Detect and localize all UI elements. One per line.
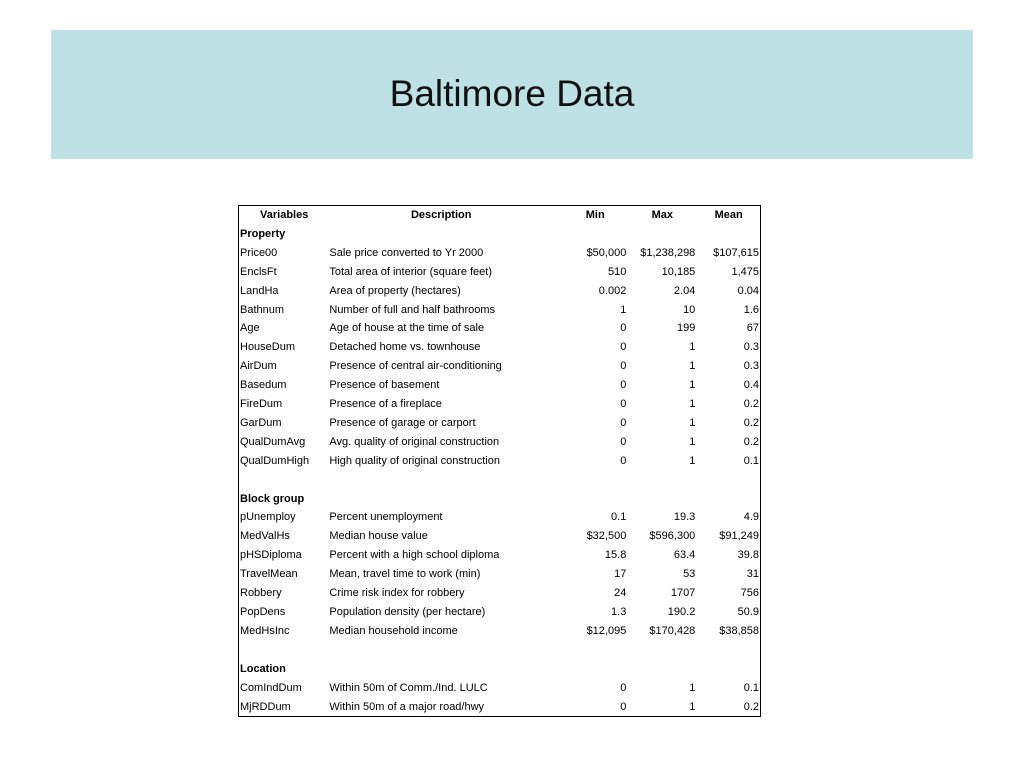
variable-cell: GarDum bbox=[240, 416, 282, 429]
description-cell: Crime risk index for robbery bbox=[329, 587, 465, 600]
min-cell: 1.3 bbox=[611, 606, 627, 619]
mean-cell: 39.8 bbox=[737, 549, 759, 562]
table-row bbox=[239, 698, 760, 717]
description-cell: Total area of interior (square feet) bbox=[329, 265, 493, 278]
table-row bbox=[239, 546, 760, 565]
mean-cell: 31 bbox=[746, 568, 759, 581]
variable-cell: Price00 bbox=[240, 246, 278, 259]
table-row bbox=[239, 263, 760, 282]
table-row bbox=[239, 565, 760, 584]
description-cell: High quality of original construction bbox=[329, 454, 500, 467]
variable-cell: PopDens bbox=[240, 606, 286, 619]
table-row bbox=[239, 584, 760, 603]
table-header-row bbox=[239, 206, 760, 225]
table-row bbox=[239, 622, 760, 641]
max-cell: $1,238,298 bbox=[640, 246, 696, 259]
mean-cell: 0.2 bbox=[743, 435, 759, 448]
table-row bbox=[239, 679, 760, 698]
table-row bbox=[239, 395, 760, 414]
section-label: Block group bbox=[240, 492, 305, 505]
max-cell: 190.2 bbox=[667, 606, 696, 619]
description-cell: Presence of garage or carport bbox=[329, 416, 476, 429]
max-cell: 1 bbox=[689, 379, 696, 392]
max-cell: 1 bbox=[689, 341, 696, 354]
min-cell: 24 bbox=[614, 587, 627, 600]
description-cell: Percent unemployment bbox=[329, 511, 443, 524]
min-cell: 0.1 bbox=[611, 511, 627, 524]
table-row bbox=[239, 357, 760, 376]
header-variables: Variables bbox=[260, 209, 309, 221]
variable-cell: MedValHs bbox=[240, 530, 290, 543]
mean-cell: 50.9 bbox=[737, 606, 759, 619]
min-cell: 0 bbox=[620, 360, 627, 373]
mean-cell: $107,615 bbox=[713, 246, 759, 259]
header-min: Min bbox=[585, 209, 605, 221]
variable-cell: Bathnum bbox=[240, 303, 285, 316]
variable-cell: QualDumAvg bbox=[240, 435, 306, 448]
max-cell: 1 bbox=[689, 454, 696, 467]
variable-cell: EnclsFt bbox=[240, 265, 277, 278]
variable-cell: MjRDDum bbox=[240, 700, 291, 713]
min-cell: 0 bbox=[620, 681, 627, 694]
header-mean: Mean bbox=[714, 209, 743, 221]
min-cell: 0 bbox=[620, 341, 627, 354]
max-cell: 63.4 bbox=[673, 549, 696, 562]
variable-cell: Basedum bbox=[240, 379, 287, 392]
min-cell: 0 bbox=[620, 322, 627, 335]
description-cell: Percent with a high school diploma bbox=[329, 549, 500, 562]
min-cell: $32,500 bbox=[586, 530, 627, 543]
max-cell: $596,300 bbox=[649, 530, 696, 543]
variable-cell: QualDumHigh bbox=[240, 454, 310, 467]
mean-cell: 1.6 bbox=[743, 303, 759, 316]
mean-cell: 4.9 bbox=[743, 511, 759, 524]
variable-cell: TravelMean bbox=[240, 568, 298, 581]
min-cell: 0 bbox=[620, 379, 627, 392]
table-row bbox=[239, 338, 760, 357]
spacer-cell bbox=[239, 471, 760, 490]
variable-cell: HouseDum bbox=[240, 341, 296, 354]
table-body bbox=[239, 225, 760, 717]
section-row bbox=[239, 490, 760, 509]
section-label: Location bbox=[240, 662, 286, 675]
table-row bbox=[239, 282, 760, 301]
description-cell: Presence of central air-conditioning bbox=[329, 360, 502, 373]
mean-cell: 0.2 bbox=[743, 398, 759, 411]
mean-cell: 0.04 bbox=[737, 284, 759, 297]
description-cell: Number of full and half bathrooms bbox=[329, 303, 496, 316]
table-row bbox=[239, 376, 760, 395]
mean-cell: $91,249 bbox=[719, 530, 759, 543]
max-cell: $170,428 bbox=[649, 624, 696, 637]
mean-cell: 67 bbox=[746, 322, 759, 335]
variable-cell: Robbery bbox=[240, 587, 282, 600]
spacer-row bbox=[239, 641, 760, 660]
description-cell: Presence of basement bbox=[329, 379, 440, 392]
mean-cell: 0.2 bbox=[743, 416, 759, 429]
table-row bbox=[239, 319, 760, 338]
mean-cell: 0.3 bbox=[743, 341, 759, 354]
mean-cell: 0.4 bbox=[743, 379, 759, 392]
description-cell: Age of house at the time of sale bbox=[329, 322, 485, 335]
mean-cell: 1,475 bbox=[731, 265, 759, 278]
min-cell: 0 bbox=[620, 435, 627, 448]
max-cell: 1 bbox=[689, 360, 696, 373]
max-cell: 19.3 bbox=[673, 511, 696, 524]
variable-cell: MedHsInc bbox=[240, 624, 290, 637]
table-row bbox=[239, 244, 760, 263]
title-band bbox=[51, 30, 973, 159]
section-label: Property bbox=[240, 227, 286, 240]
variable-cell: ComIndDum bbox=[240, 681, 302, 694]
max-cell: 1 bbox=[689, 398, 696, 411]
header-description: Description bbox=[410, 209, 472, 221]
variable-cell: pUnemploy bbox=[240, 511, 296, 524]
spacer-cell bbox=[239, 641, 760, 660]
min-cell: 510 bbox=[607, 265, 627, 278]
description-cell: Sale price converted to Yr 2000 bbox=[329, 246, 484, 259]
description-cell: Avg. quality of original construction bbox=[329, 435, 500, 448]
spacer-row bbox=[239, 471, 760, 490]
max-cell: 199 bbox=[676, 322, 696, 335]
table-row bbox=[239, 452, 760, 471]
description-cell: Median household income bbox=[329, 624, 458, 637]
min-cell: 0 bbox=[620, 454, 627, 467]
min-cell: 0 bbox=[620, 398, 627, 411]
table-row bbox=[239, 508, 760, 527]
description-cell: Population density (per hectare) bbox=[329, 606, 486, 619]
description-cell: Area of property (hectares) bbox=[329, 284, 461, 297]
min-cell: $12,095 bbox=[586, 624, 627, 637]
max-cell: 1707 bbox=[670, 587, 696, 600]
description-cell: Detached home vs. townhouse bbox=[329, 341, 481, 354]
description-cell: Within 50m of Comm./Ind. LULC bbox=[329, 681, 488, 694]
description-cell: Median house value bbox=[329, 530, 428, 543]
variable-cell: pHSDiploma bbox=[240, 549, 302, 562]
table-row bbox=[239, 301, 760, 320]
max-cell: 2.04 bbox=[673, 284, 696, 297]
table-row bbox=[239, 433, 760, 452]
header-max: Max bbox=[651, 209, 674, 221]
variables-table bbox=[238, 205, 761, 717]
section-row bbox=[239, 225, 760, 244]
mean-cell: 0.3 bbox=[743, 360, 759, 373]
max-cell: 10 bbox=[683, 303, 696, 316]
table-row bbox=[239, 527, 760, 546]
section-row bbox=[239, 660, 760, 679]
slide-title: Baltimore Data bbox=[389, 72, 635, 114]
max-cell: 1 bbox=[689, 416, 696, 429]
min-cell: $50,000 bbox=[586, 246, 627, 259]
max-cell: 10,185 bbox=[661, 265, 696, 278]
variable-cell: Age bbox=[240, 322, 260, 335]
table-row bbox=[239, 603, 760, 622]
max-cell: 1 bbox=[689, 700, 696, 713]
mean-cell: $38,858 bbox=[719, 624, 759, 637]
mean-cell: 756 bbox=[740, 587, 759, 600]
min-cell: 0 bbox=[620, 700, 627, 713]
mean-cell: 0.2 bbox=[743, 700, 759, 713]
min-cell: 1 bbox=[620, 303, 627, 316]
table-row bbox=[239, 414, 760, 433]
min-cell: 15.8 bbox=[604, 549, 627, 562]
max-cell: 1 bbox=[689, 435, 696, 448]
description-cell: Within 50m of a major road/hwy bbox=[329, 700, 485, 713]
mean-cell: 0.1 bbox=[743, 454, 759, 467]
variable-cell: LandHa bbox=[240, 284, 279, 297]
min-cell: 0 bbox=[620, 416, 627, 429]
max-cell: 53 bbox=[683, 568, 696, 581]
variable-cell: AirDum bbox=[240, 360, 277, 373]
description-cell: Mean, travel time to work (min) bbox=[329, 568, 481, 581]
min-cell: 17 bbox=[614, 568, 627, 581]
variable-cell: FireDum bbox=[240, 398, 283, 411]
max-cell: 1 bbox=[689, 681, 696, 694]
min-cell: 0.002 bbox=[598, 284, 627, 297]
description-cell: Presence of a fireplace bbox=[329, 398, 442, 411]
mean-cell: 0.1 bbox=[743, 681, 759, 694]
